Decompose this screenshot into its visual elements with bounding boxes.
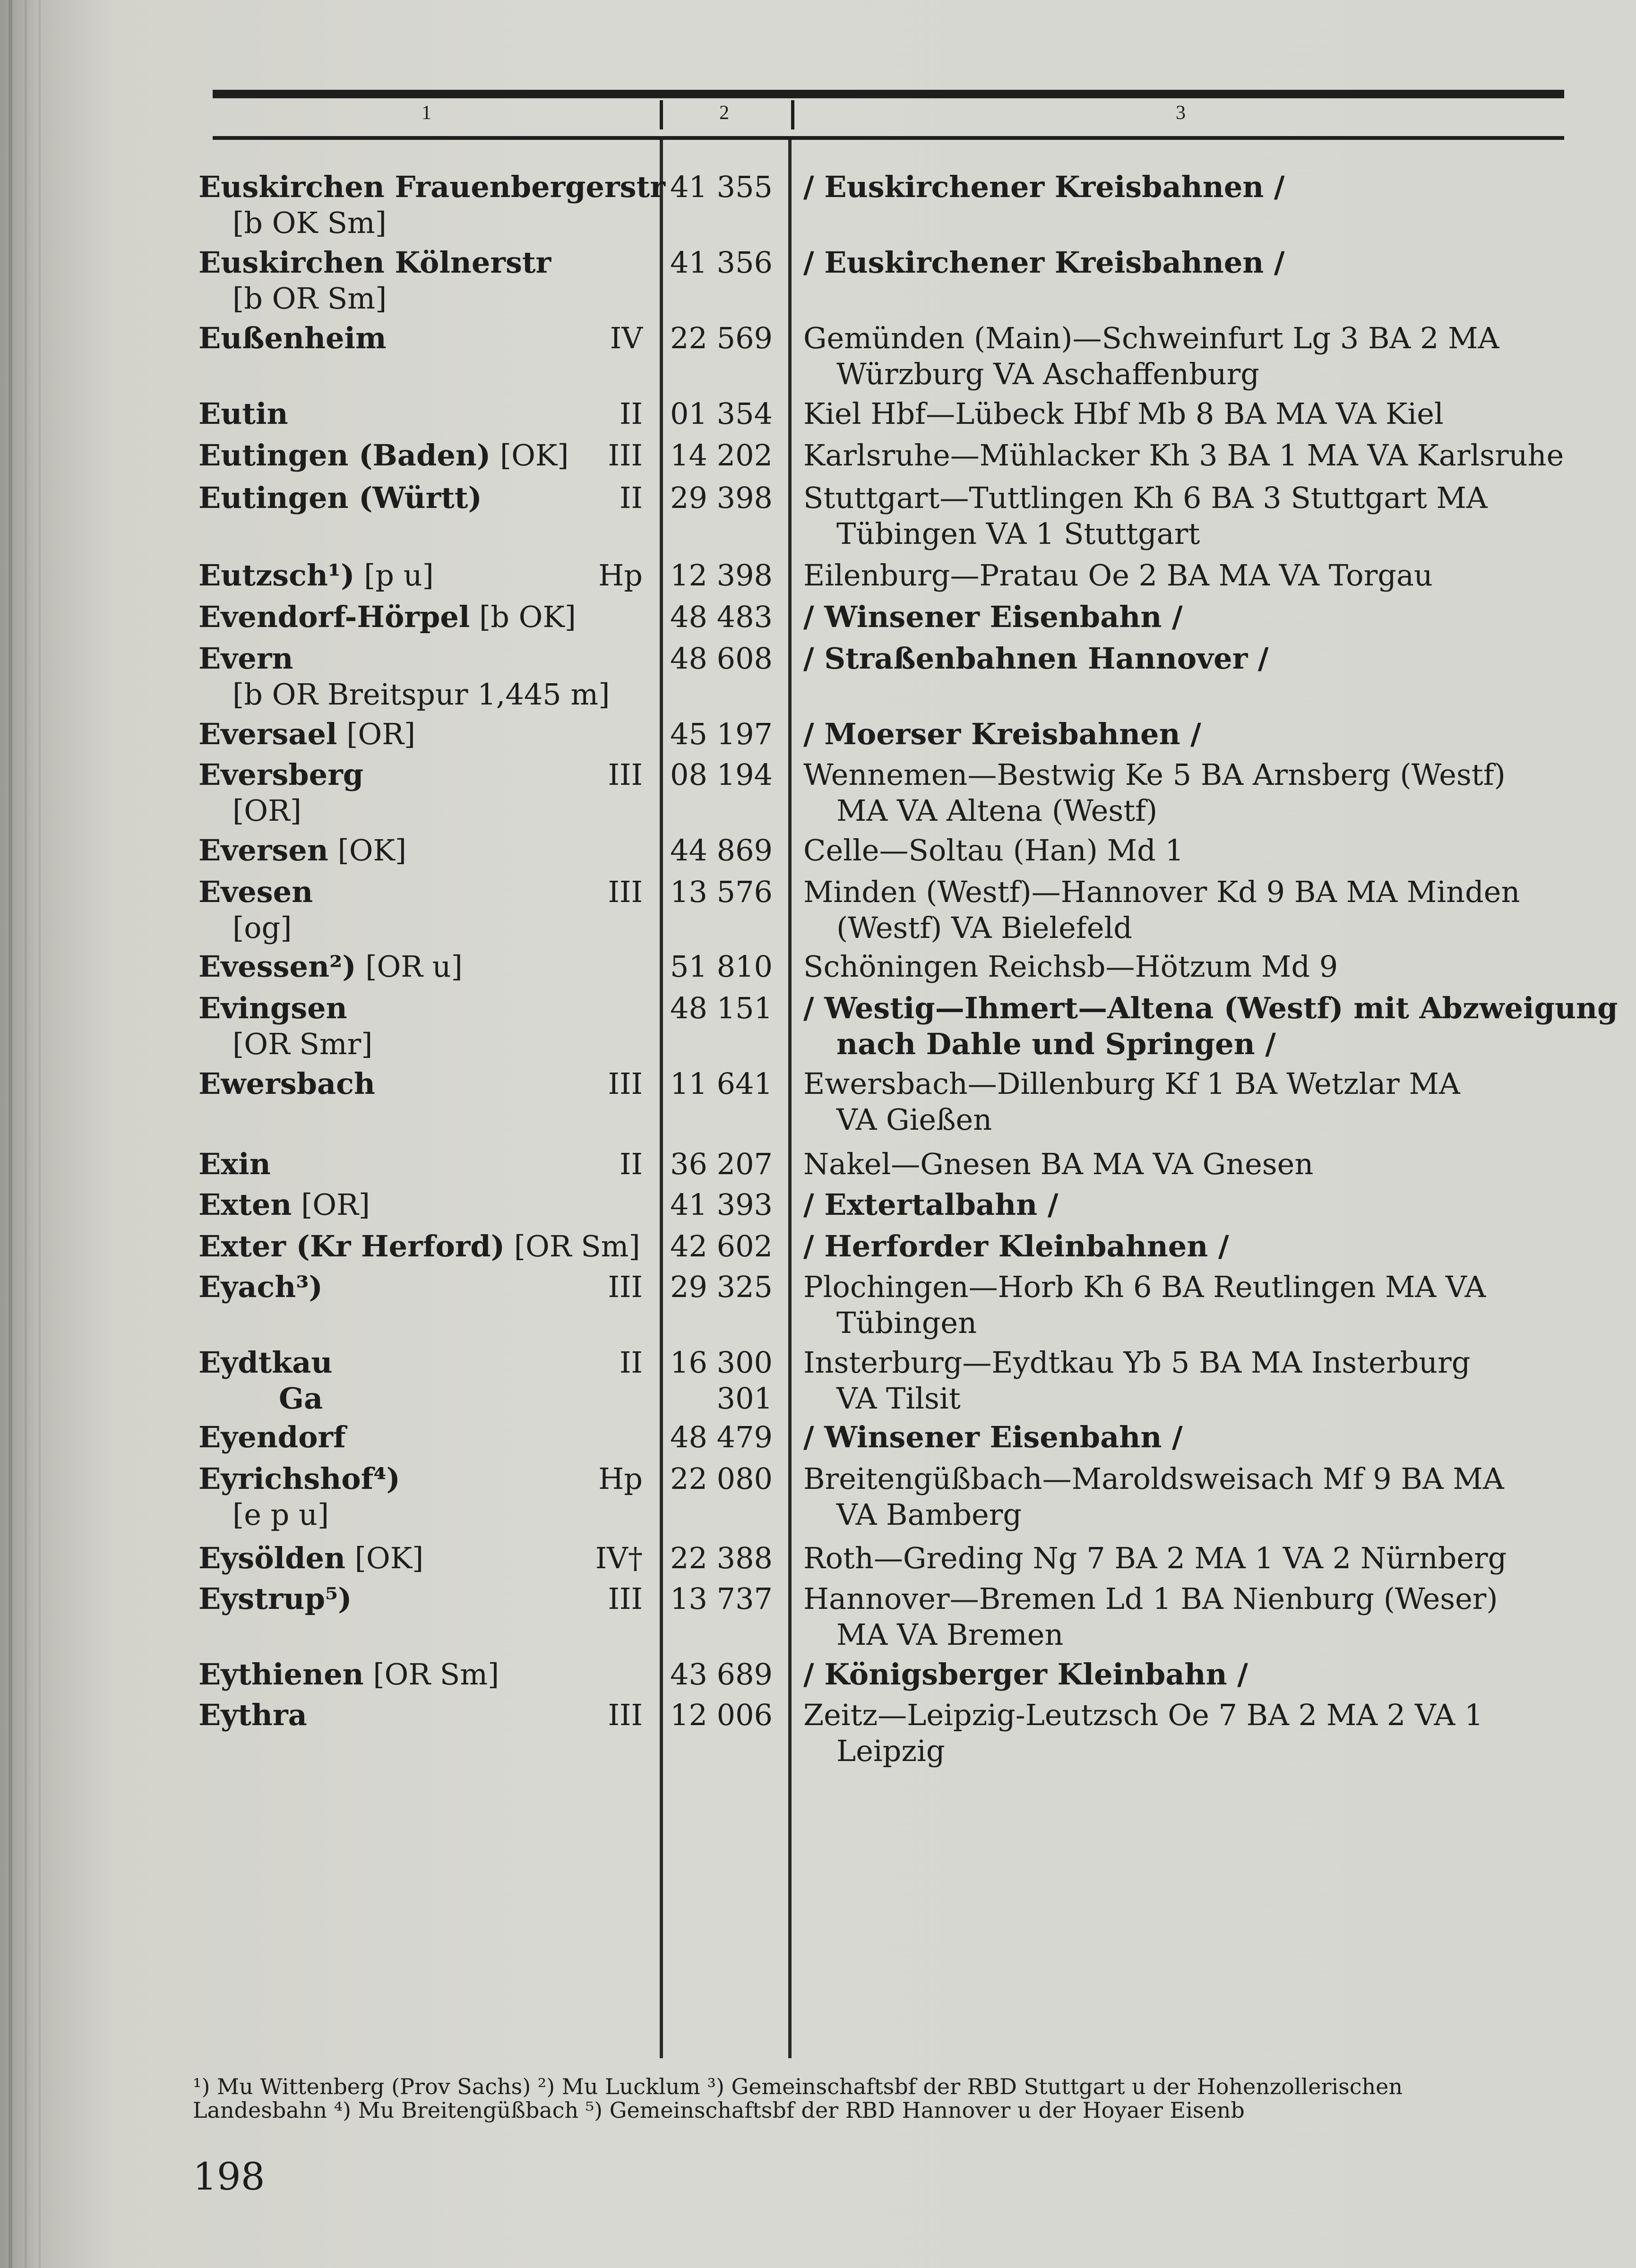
route-description-cont: Leipzig	[836, 1734, 945, 1768]
station-number: 51 810	[670, 949, 773, 984]
station-name: Exten	[198, 1187, 292, 1222]
route-description: / Herforder Kleinbahnen /	[803, 1229, 1229, 1263]
route-description: Breitengüßbach—Maroldsweisach Mf 9 BA MA	[803, 1461, 1504, 1496]
station-number: 01 354	[670, 396, 773, 431]
station-suffix: [OR u]	[356, 949, 463, 984]
route-description: / Königsberger Kleinbahn /	[803, 1657, 1248, 1692]
route-description: / Extertalbahn /	[803, 1187, 1059, 1222]
route-description: Karlsruhe—Mühlacker Kh 3 BA 1 MA VA Karlsruhe	[803, 438, 1564, 472]
station-sub: [b OR Breitspur 1,445 m]	[232, 677, 610, 712]
station-number: 22 080	[670, 1461, 773, 1496]
station-class: II	[620, 1345, 643, 1380]
station-sub: [OR Smr]	[232, 1027, 373, 1061]
station-class: III	[608, 1581, 643, 1616]
station-name: Eutingen (Württ)	[198, 481, 482, 515]
page-number: 198	[193, 2155, 265, 2199]
header-rule-top	[213, 90, 1564, 98]
route-description: / Westig—Ihmert—Altena (Westf) mit Abzweigung	[803, 991, 1618, 1025]
route-description: Ewersbach—Dillenburg Kf 1 BA Wetzlar MA	[803, 1066, 1460, 1101]
station-name: Eyrichshof⁴)	[198, 1461, 400, 1496]
route-description: / Straßenbahnen Hannover /	[803, 641, 1269, 676]
station-class: III	[608, 757, 643, 792]
station-name: Eyach³)	[198, 1270, 323, 1304]
station-number: 48 479	[670, 1420, 773, 1454]
page-edge-shadow	[25, 0, 27, 2268]
route-description-cont: MA VA Bremen	[836, 1617, 1064, 1652]
station-name: Eydtkau	[198, 1345, 333, 1380]
station-name: Evingsen	[198, 991, 347, 1025]
station-number: 48 483	[670, 600, 773, 634]
station-number: 16 300	[670, 1345, 773, 1380]
station-name: Eutzsch¹)	[198, 558, 355, 593]
route-description: / Winsener Eisenbahn /	[803, 600, 1183, 634]
route-description: / Euskirchener Kreisbahnen /	[803, 170, 1285, 204]
station-suffix: [p u]	[354, 558, 434, 593]
route-description: Plochingen—Horb Kh 6 BA Reutlingen MA VA	[803, 1270, 1486, 1304]
route-description: Eilenburg—Pratau Oe 2 BA MA VA Torgau	[803, 558, 1433, 593]
station-sub: [b OK Sm]	[232, 206, 387, 240]
route-description-cont: Würzburg VA Aschaffenburg	[836, 357, 1259, 391]
station-number: 45 197	[670, 717, 773, 751]
station-sub: [og]	[232, 911, 292, 945]
column-number-1: 1	[422, 102, 431, 124]
station-class: IV†	[595, 1541, 643, 1575]
station-name: Eversen	[198, 833, 328, 868]
station-name: Eutingen (Baden)	[198, 438, 491, 472]
column-separator	[660, 100, 663, 129]
station-name: Eythienen	[198, 1657, 364, 1692]
station-name: Eystrup⁵)	[198, 1581, 352, 1616]
header-rule-bottom	[213, 136, 1564, 140]
route-description: / Moerser Kreisbahnen /	[803, 717, 1201, 751]
page-edge-shadow	[39, 0, 41, 2268]
route-description-cont: MA VA Altena (Westf)	[836, 793, 1158, 828]
station-class: III	[608, 1270, 643, 1304]
station-number: 29 325	[670, 1270, 773, 1304]
station-suffix: [OR]	[292, 1187, 370, 1222]
route-description-cont: VA Bamberg	[836, 1497, 1022, 1532]
route-description: Insterburg—Eydtkau Yb 5 BA MA Insterburg	[803, 1345, 1471, 1380]
station-class: II	[620, 396, 643, 431]
station-number: 12 006	[670, 1698, 773, 1732]
station-class: III	[608, 1698, 643, 1732]
station-suffix: [OR]	[337, 717, 416, 751]
station-sub: [b OR Sm]	[232, 281, 387, 316]
station-class: III	[608, 875, 643, 909]
station-class: II	[620, 481, 643, 515]
column-divider-2	[788, 140, 792, 2058]
station-sub: [e p u]	[232, 1497, 329, 1532]
column-divider-1	[660, 140, 663, 2058]
station-name: Eyendorf	[198, 1420, 346, 1454]
route-description: Zeitz—Leipzig-Leutzsch Oe 7 BA 2 MA 2 VA 1	[803, 1698, 1483, 1732]
station-suffix: [OR Sm]	[505, 1229, 640, 1263]
station-name: Eversael	[198, 717, 337, 751]
station-name: Exter (Kr Herford)	[198, 1229, 505, 1263]
station-name: Eutin	[198, 396, 288, 431]
column-number-2: 2	[719, 102, 729, 124]
route-description-cont: VA Gießen	[836, 1102, 992, 1137]
station-name: Euskirchen Frauenbergerstr	[198, 170, 665, 204]
station-number: 44 869	[670, 833, 773, 868]
station-name: Exin	[198, 1147, 271, 1181]
station-number: 29 398	[670, 481, 773, 515]
station-name: Eysölden	[198, 1541, 345, 1575]
station-suffix: [OR Sm]	[363, 1657, 499, 1692]
station-number: 48 608	[670, 641, 773, 676]
station-suffix: [OK]	[345, 1541, 424, 1575]
footnote-line: Landesbahn ⁴) Mu Breitengüßbach ⁵) Gemeinschaftsbf der RBD Hannover u der Hoyaer Eisenb	[193, 2097, 1245, 2123]
station-class: Hp	[598, 1461, 643, 1496]
station-number: 41 356	[670, 245, 773, 280]
footnote-line: ¹) Mu Wittenberg (Prov Sachs) ²) Mu Lucklum ³) Gemeinschaftsbf der RBD Stuttgart u der Hohenzollerischen	[193, 2074, 1403, 2099]
station-sub: Ga	[279, 1381, 323, 1416]
station-number: 41 393	[670, 1187, 773, 1222]
station-name: Eythra	[198, 1698, 307, 1732]
station-number: 41 355	[670, 170, 773, 204]
station-class: II	[620, 1147, 643, 1181]
station-suffix: [OK]	[491, 438, 569, 472]
station-number-alt: 301	[716, 1381, 773, 1416]
station-name: Eversberg	[198, 757, 364, 792]
route-description-cont: (Westf) VA Bielefeld	[836, 911, 1132, 945]
route-description: Wennemen—Bestwig Ke 5 BA Arnsberg (Westf)	[803, 757, 1506, 792]
station-sub: [OR]	[232, 793, 301, 828]
route-description: Nakel—Gnesen BA MA VA Gnesen	[803, 1147, 1314, 1181]
station-name: Evessen²)	[198, 949, 356, 984]
column-number-3: 3	[1176, 102, 1186, 124]
route-description: Hannover—Bremen Ld 1 BA Nienburg (Weser)	[803, 1581, 1498, 1616]
station-number: 13 576	[670, 875, 773, 909]
station-number: 42 602	[670, 1229, 773, 1263]
station-name: Eußenheim	[198, 321, 387, 355]
route-description-cont: nach Dahle und Springen /	[836, 1027, 1276, 1061]
station-class: IV	[610, 321, 643, 355]
station-number: 08 194	[670, 757, 773, 792]
route-description: Minden (Westf)—Hannover Kd 9 BA MA Minden	[803, 875, 1520, 909]
station-name: Evendorf-Hörpel	[198, 600, 470, 634]
route-description-cont: Tübingen VA 1 Stuttgart	[836, 516, 1200, 551]
station-suffix: [b OK]	[470, 600, 576, 634]
station-number: 43 689	[670, 1657, 773, 1692]
station-name: Euskirchen Kölnerstr	[198, 245, 551, 280]
station-number: 48 151	[670, 991, 773, 1025]
station-class: III	[608, 1066, 643, 1101]
station-name: Ewersbach	[198, 1066, 375, 1101]
station-class: Hp	[598, 558, 643, 593]
page-edge-shadow	[9, 0, 12, 2268]
route-description: / Euskirchener Kreisbahnen /	[803, 245, 1285, 280]
station-number: 13 737	[670, 1581, 773, 1616]
station-number: 22 388	[670, 1541, 773, 1575]
station-suffix: [OK]	[328, 833, 407, 868]
route-description: Roth—Greding Ng 7 BA 2 MA 1 VA 2 Nürnberg	[803, 1541, 1507, 1575]
station-name: Evesen	[198, 875, 313, 909]
route-description-cont: VA Tilsit	[836, 1381, 961, 1416]
station-number: 12 398	[670, 558, 773, 593]
route-description: Kiel Hbf—Lübeck Hbf Mb 8 BA MA VA Kiel	[803, 396, 1444, 431]
station-number: 11 641	[670, 1066, 773, 1101]
station-number: 36 207	[670, 1147, 773, 1181]
route-description: Gemünden (Main)—Schweinfurt Lg 3 BA 2 MA	[803, 321, 1499, 355]
route-description: Stuttgart—Tuttlingen Kh 6 BA 3 Stuttgart MA	[803, 481, 1488, 515]
route-description-cont: Tübingen	[836, 1306, 977, 1340]
route-description: Schöningen Reichsb—Hötzum Md 9	[803, 949, 1338, 984]
station-name: Evern	[198, 641, 293, 676]
route-description: Celle—Soltau (Han) Md 1	[803, 833, 1184, 868]
route-description: / Winsener Eisenbahn /	[803, 1420, 1183, 1454]
station-class: III	[608, 438, 643, 472]
column-separator	[791, 100, 794, 129]
station-number: 22 569	[670, 321, 773, 355]
station-number: 14 202	[670, 438, 773, 472]
